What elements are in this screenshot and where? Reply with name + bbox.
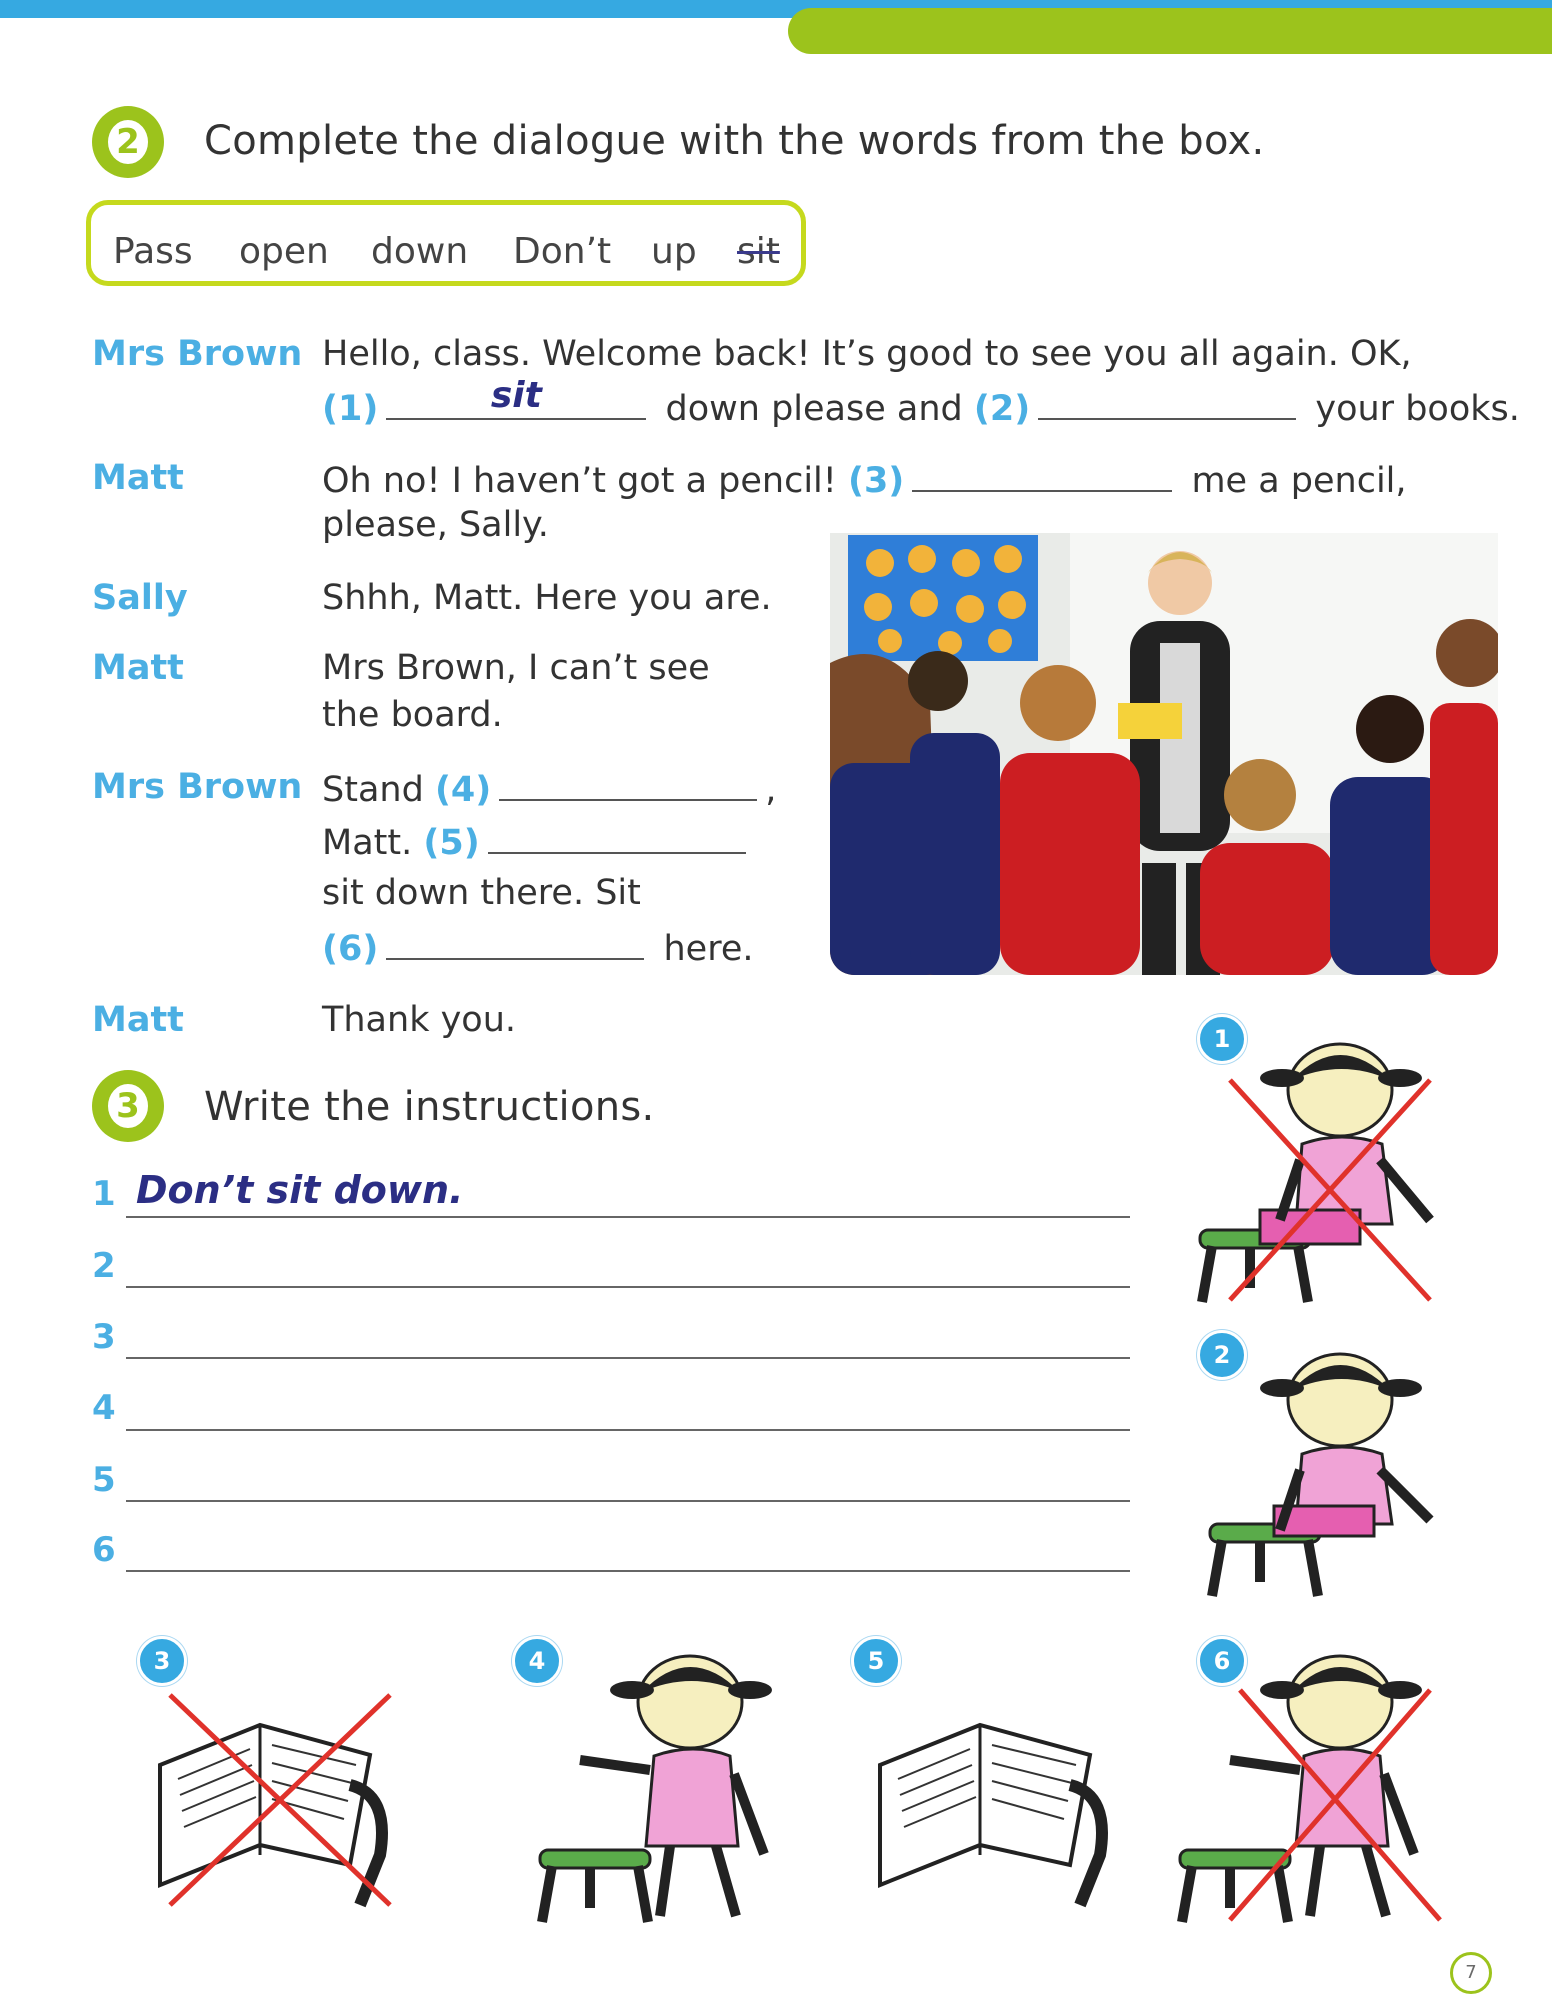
dialogue-line: Mrs Brown, I can’t see <box>322 648 710 688</box>
dialogue-text: your books. <box>1315 389 1520 429</box>
dialogue-text: Stand <box>322 770 424 810</box>
dialogue-line <box>322 820 754 863</box>
instruction-number: 6 <box>92 1530 116 1570</box>
dialogue-line: please, Sally. <box>322 505 549 545</box>
instruction-line-2[interactable] <box>126 1286 1130 1288</box>
girl-standing-up-crossed-illustration <box>1170 1650 1460 1930</box>
comma: , <box>765 770 777 810</box>
dialogue-text: Oh no! I haven’t got a pencil! <box>322 461 837 501</box>
dialogue-text: here. <box>663 929 754 969</box>
speaker-matt: Matt <box>92 458 184 498</box>
instruction-number: 3 <box>92 1317 116 1357</box>
gap-number: (1) <box>322 389 379 429</box>
dialogue-line <box>322 767 776 810</box>
instruction-line-5[interactable] <box>126 1500 1130 1502</box>
word-sit-crossed-out: sit <box>737 231 780 272</box>
gap-number: (6) <box>322 929 379 969</box>
picture-badge-5: 5 <box>851 1636 901 1686</box>
instruction-line-6[interactable] <box>126 1570 1130 1572</box>
dialogue-line: sit down there. Sit <box>322 873 641 913</box>
picture-badge-6: 6 <box>1197 1636 1247 1686</box>
instruction-number: 4 <box>92 1388 116 1428</box>
dialogue-line: Hello, class. Welcome back! It’s good to see you all again. OK, <box>322 334 1412 374</box>
picture-badge-1: 1 <box>1197 1014 1247 1064</box>
top-green-tab <box>788 8 1552 54</box>
answer-blank-2[interactable] <box>1038 386 1296 420</box>
speaker-matt: Matt <box>92 1000 184 1040</box>
gap-number: (3) <box>847 461 905 501</box>
instruction-line-1[interactable] <box>126 1216 1130 1218</box>
dialogue-line: Thank you. <box>322 1000 517 1040</box>
exercise-3-number-badge <box>92 1070 164 1142</box>
speaker-mrs-brown: Mrs Brown <box>92 767 303 807</box>
speaker-sally: Sally <box>92 578 188 618</box>
dialogue-line <box>322 926 754 969</box>
dialogue-text: down please and <box>665 389 963 429</box>
classroom-photo <box>830 533 1498 975</box>
dialogue-line: the board. <box>322 695 503 735</box>
exercise-2-number-badge <box>92 106 164 178</box>
girl-sitting-down-illustration <box>1190 1350 1470 1620</box>
speaker-matt: Matt <box>92 648 184 688</box>
dialogue-line: Shhh, Matt. Here you are. <box>322 578 772 618</box>
answer-blank-1[interactable] <box>386 375 646 420</box>
answer-blank-6[interactable] <box>386 926 644 960</box>
instruction-number: 2 <box>92 1246 116 1286</box>
dialogue-line <box>322 375 1520 429</box>
instruction-number: 5 <box>92 1460 116 1500</box>
picture-badge-3: 3 <box>137 1636 187 1686</box>
instruction-line-3[interactable] <box>126 1357 1130 1359</box>
dialogue-text: Matt. <box>322 823 413 863</box>
picture-badge-2: 2 <box>1197 1330 1247 1380</box>
word-pass: Pass <box>113 231 193 272</box>
book-open-illustration <box>870 1665 1120 1915</box>
book-open-crossed-illustration <box>150 1665 400 1915</box>
instruction-line-4[interactable] <box>126 1429 1130 1431</box>
girl-sitting-down-crossed-illustration <box>1190 1040 1470 1310</box>
exercise-3-number: 3 <box>108 1084 148 1128</box>
word-open: open <box>239 231 329 272</box>
word-down: down <box>371 231 469 272</box>
answer-blank-4[interactable] <box>499 767 757 801</box>
girl-standing-up-illustration <box>530 1650 790 1930</box>
exercise-2-number: 2 <box>108 120 148 164</box>
exercise-2-heading: Complete the dialogue with the words from the box. <box>204 118 1265 164</box>
picture-badge-4: 4 <box>512 1636 562 1686</box>
speaker-mrs-brown: Mrs Brown <box>92 334 303 374</box>
page-number: 7 <box>1450 1952 1492 1994</box>
word-box <box>86 200 806 286</box>
dialogue-line <box>322 458 1407 501</box>
word-dont: Don’t <box>513 231 612 272</box>
exercise-3-heading: Write the instructions. <box>204 1084 655 1130</box>
answer-1: sit <box>490 375 542 416</box>
instruction-answer-1: Don’t sit down. <box>136 1168 464 1212</box>
instruction-number: 1 <box>92 1174 116 1214</box>
dialogue-text: me a pencil, <box>1191 461 1407 501</box>
gap-number: (5) <box>423 823 480 863</box>
gap-number: (2) <box>973 389 1031 429</box>
gap-number: (4) <box>434 770 492 810</box>
word-up: up <box>651 231 697 272</box>
answer-blank-3[interactable] <box>912 458 1172 492</box>
answer-blank-5[interactable] <box>488 820 746 854</box>
